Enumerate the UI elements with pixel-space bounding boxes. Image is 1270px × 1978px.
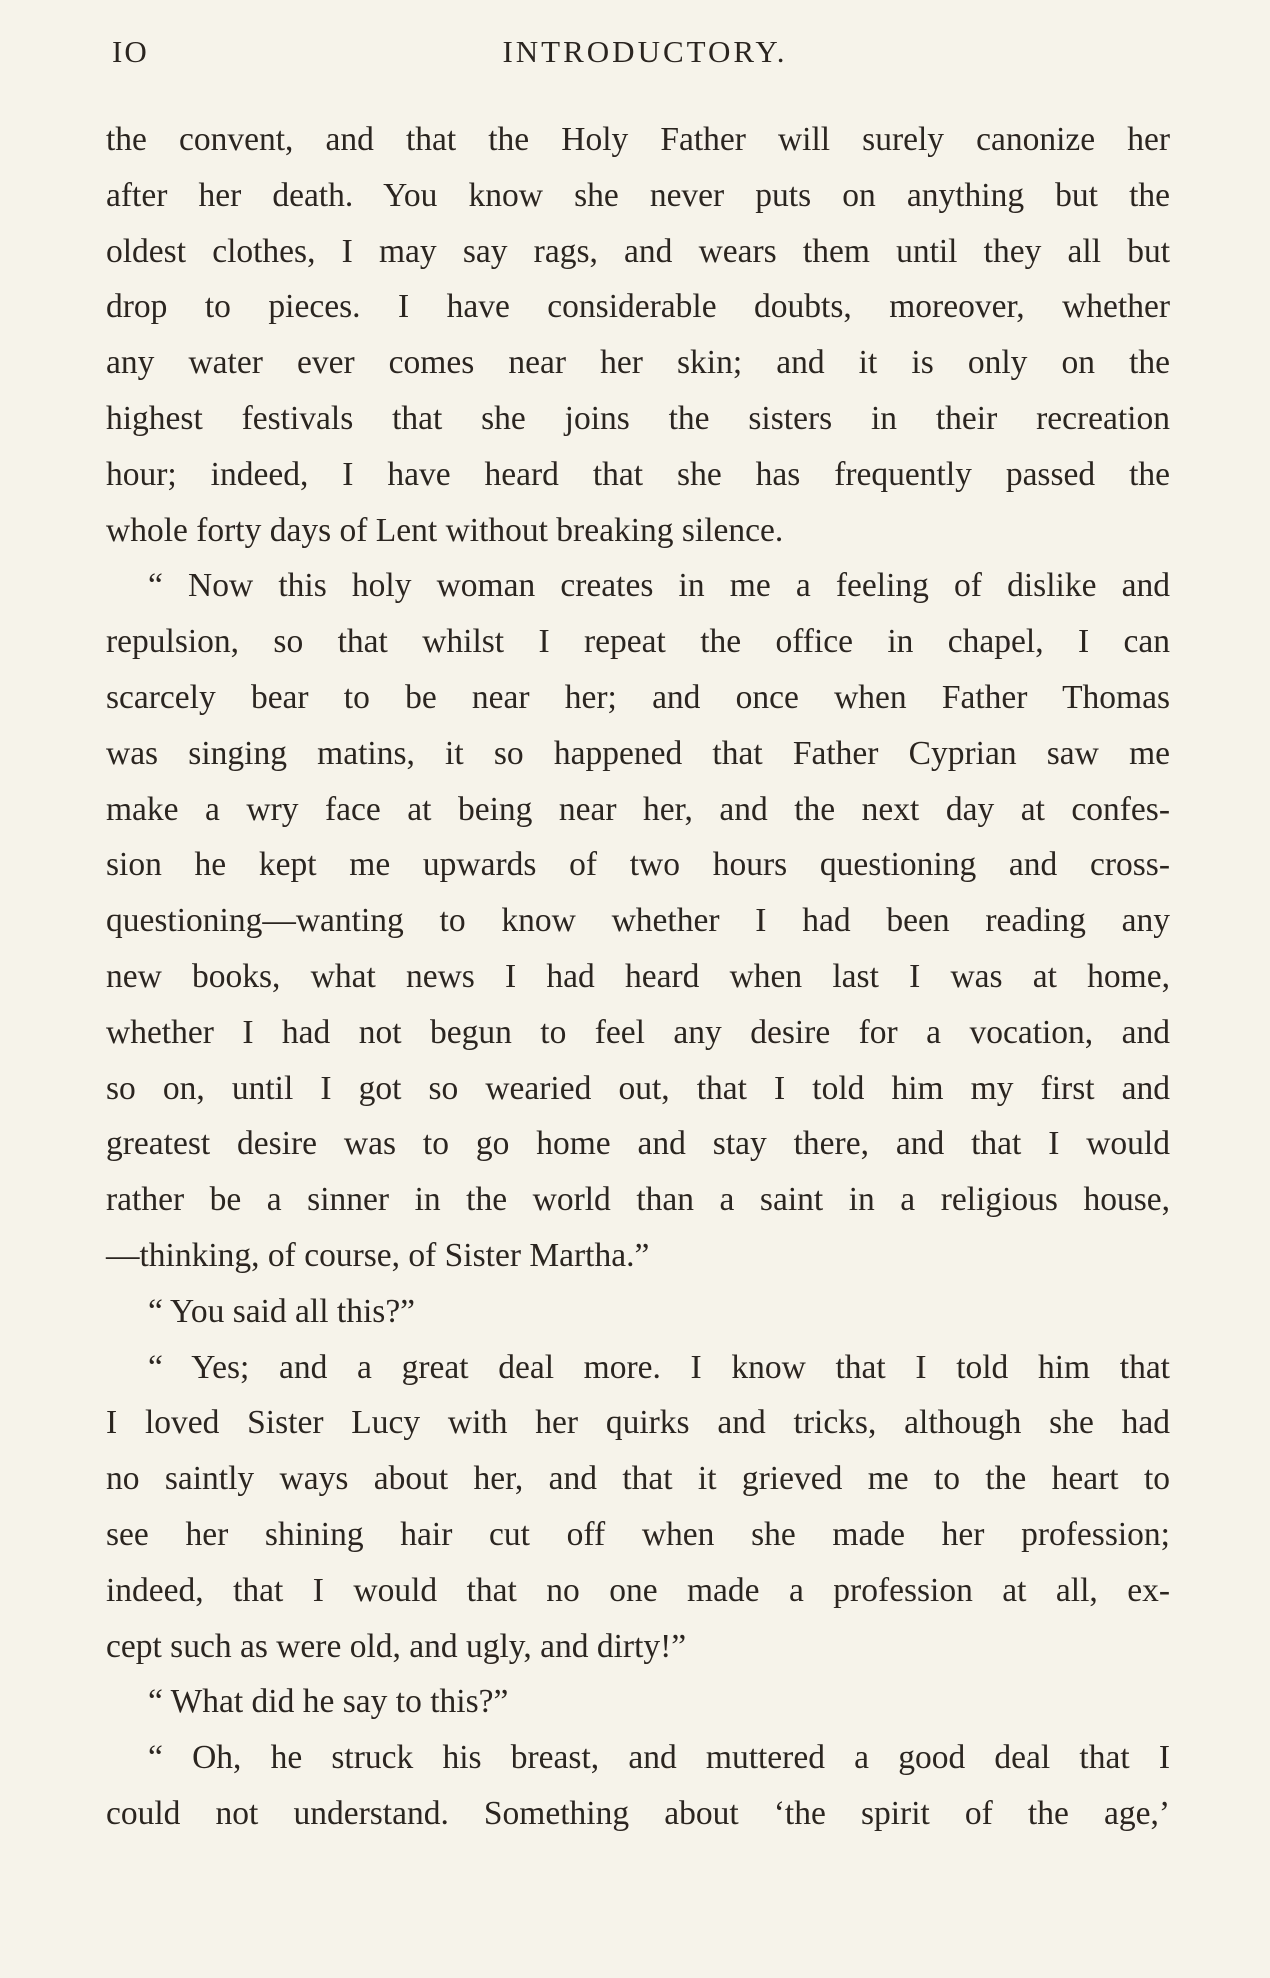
text-line: was singing matins, it so happened that Father Cyprian saw me: [106, 734, 1170, 772]
text-line: “ What did he say to this?”: [148, 1683, 509, 1721]
text-line: so on, until I got so wearied out, that I told him my first and: [106, 1069, 1170, 1107]
text-line: rather be a sinner in the world than a saint in a religious house,: [106, 1181, 1170, 1219]
text-line: oldest clothes, I may say rags, and wears them until they all but: [106, 232, 1170, 270]
running-head: INTRODUCTORY.: [502, 34, 788, 69]
text-line: after her death. You know she never puts on anything but the: [106, 176, 1170, 214]
text-line: “ Now this holy woman creates in me a feeling of dislike and: [148, 567, 1170, 605]
text-line: make a wry face at being near her, and the next day at confes-: [106, 790, 1170, 828]
text-line: greatest desire was to go home and stay there, and that I would: [106, 1125, 1170, 1163]
text-line: highest festivals that she joins the sisters in their recreation: [106, 399, 1170, 437]
text-line: “ You said all this?”: [148, 1292, 416, 1330]
text-line: scarcely bear to be near her; and once when Father Thomas: [106, 678, 1170, 716]
page-number: IO: [112, 34, 149, 69]
text-line: cept such as were old, and ugly, and dirty!”: [106, 1627, 687, 1665]
text-line: could not understand. Something about ‘the spirit of the age,’: [106, 1794, 1170, 1832]
text-line: questioning—wanting to know whether I had been reading any: [106, 902, 1170, 940]
text-line: “ Oh, he struck his breast, and muttered a good deal that I: [148, 1739, 1170, 1777]
text-line: indeed, that I would that no one made a profession at all, ex-: [106, 1571, 1170, 1609]
body-text: [106, 112, 1170, 1842]
text-line: any water ever comes near her skin; and it is only on the: [106, 344, 1170, 382]
text-line: repulsion, so that whilst I repeat the office in chapel, I can: [106, 623, 1170, 661]
text-line: drop to pieces. I have considerable doubts, moreover, whether: [106, 288, 1170, 326]
text-line: new books, what news I had heard when last I was at home,: [106, 957, 1170, 995]
text-line: the convent, and that the Holy Father will surely canonize her: [106, 121, 1170, 158]
text-line: sion he kept me upwards of two hours questioning and cross-: [106, 846, 1170, 884]
text-line: hour; indeed, I have heard that she has frequently passed the: [106, 455, 1170, 493]
text-line: whole forty days of Lent without breaking silence.: [106, 511, 784, 549]
text-line: I loved Sister Lucy with her quirks and tricks, although she had: [106, 1404, 1170, 1442]
page-header: [0, 34, 1270, 74]
text-line: no saintly ways about her, and that it grieved me to the heart to: [106, 1460, 1170, 1498]
text-line: whether I had not begun to feel any desire for a vocation, and: [106, 1013, 1170, 1051]
text-line: “ Yes; and a great deal more. I know that I told him that: [148, 1348, 1170, 1386]
text-line: see her shining hair cut off when she made her profession;: [106, 1515, 1170, 1553]
text-line: —thinking, of course, of Sister Martha.”: [106, 1236, 650, 1274]
